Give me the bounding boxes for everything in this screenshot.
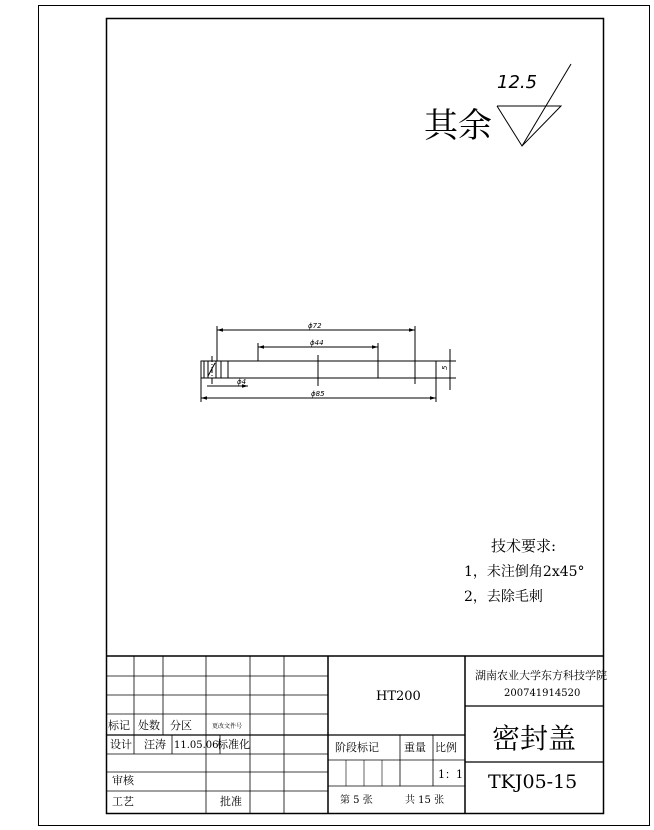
student-id: 200741914520 (504, 688, 581, 699)
school-name: 湖南农业大学东方科技学院 (475, 669, 607, 682)
drawing-number: TKJ05-15 (488, 771, 578, 793)
label-design: 设计 (110, 738, 132, 751)
label-weight: 重量 (404, 741, 426, 754)
label-check: 审核 (112, 774, 134, 787)
tech-req-item-2: 2，去除毛刺 (464, 589, 543, 605)
label-zone: 分区 (170, 719, 192, 732)
sheet-total: 共 15 张 (405, 795, 445, 806)
tech-req-item-1: 1，未注倒角2x45° (464, 564, 585, 580)
label-approve: 批准 (220, 795, 242, 808)
roughness-note: 其余 (424, 106, 492, 146)
part-view (201, 326, 456, 402)
dim-label-d44: ϕ44 (310, 339, 324, 347)
roughness-value: 12.5 (497, 72, 538, 93)
design-date: 11.05.06 (174, 740, 219, 751)
scale-value: 1：1 (438, 768, 463, 781)
part-name: 密封盖 (492, 722, 577, 755)
roughness-triangle-icon (497, 106, 561, 146)
outer-border (39, 6, 650, 826)
title-block-text (108, 668, 607, 808)
roughness-symbol (424, 64, 571, 146)
label-stage-mark: 阶段标记 (335, 741, 379, 754)
dim-label-d72: ϕ72 (308, 322, 322, 330)
label-change-doc: 更改文件号 (212, 723, 243, 730)
label-count: 处数 (138, 719, 160, 732)
label-mark: 标记 (108, 719, 130, 732)
dim-label-thickness: 5 (441, 365, 449, 370)
label-process: 工艺 (112, 795, 134, 808)
tech-req-title: 技术要求: (491, 537, 557, 555)
label-standardize: 标准化 (217, 738, 250, 751)
dim-label-d4: ϕ4 (237, 378, 247, 386)
material-label: HT200 (376, 689, 421, 704)
tech-requirements (464, 537, 585, 605)
sheet-number: 第 5 张 (340, 795, 373, 806)
designer-name: 汪涛 (144, 738, 166, 751)
label-ratio: 比例 (435, 741, 457, 754)
dim-label-d85: ϕ85 (311, 390, 325, 398)
